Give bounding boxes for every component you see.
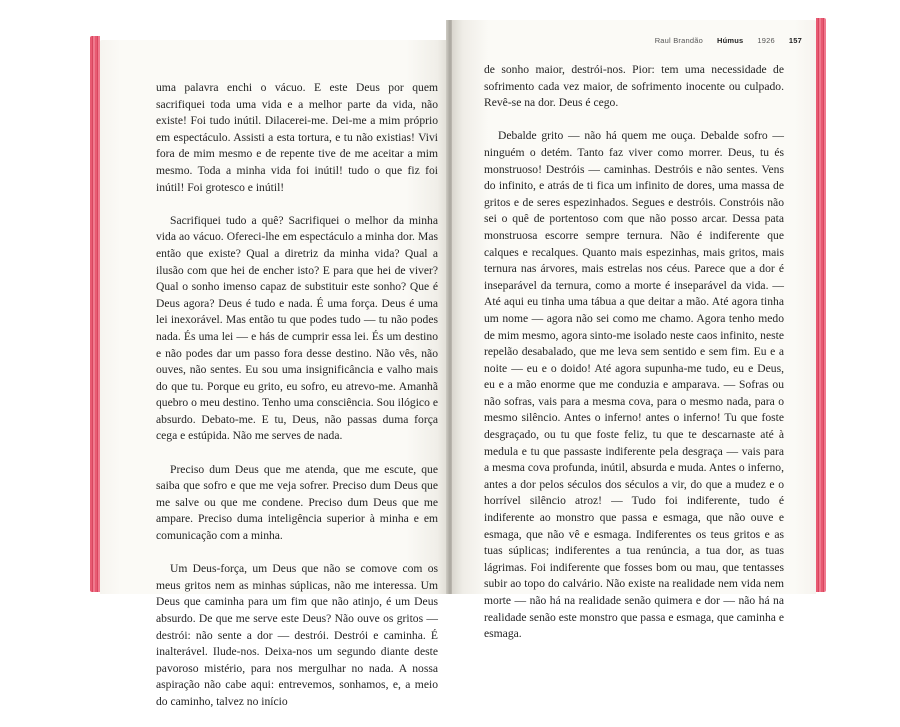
header-year: 1926 <box>757 36 775 45</box>
running-header <box>655 36 802 45</box>
header-author: Raul Brandão <box>654 36 703 45</box>
paragraph: Debalde grito — não há quem me ouça. Debalde sofro — ninguém o detém. Tanto faz viver como morrer. Deus, tu és monstruoso! Destróis — caminhas. Destróis e não sentes. Vens do infinito, e atrás de ti fica um infinito de dores, uma massa de gritos e de seres espezinhados. Segues e destróis. Constróis não sei o quê de portentoso com que não posso arcar. Dessa pata monstruosa escorre sempre ternura. Não é indiferente que calques e recalques. Quanto mais espezinhas, mais gritos, mais ternura nas árvores, mais estrelas nos céus. Parece que a dor é inseparável da ternura, como a morte é inseparável da vida. — Até aqui eu tinha uma tábua a que deitar a mão. Até agora tinha um nome — agora não sei como me chamo. Agora tenho medo de mim mesmo, agora sinto-me isolado neste caos infinito, neste repelão desabalado, que me leva sem sentido e sem fim. Eu e a noite — eu e o doido! Até agora supunha-me tudo, eu e Deus, eu e a mão enorme que me conduzia e amparava. — Sofras ou não sofras, vais para a mesma cova, para o mesmo nada, para o mesmo silêncio. Antes o inferno! antes o inferno! Tu que foste desgraçado, ou tu que foste feliz, tu que te descarnaste até à medula e tu que passaste indiferente pela desgraça — vais para a mesma cova profunda, inútil, absurda e muda. Antes o inferno, antes a dor pelos séculos dos séculos a vir, do que a mudez e o horrível silêncio atroz! — Tudo foi indiferente, tudo é indiferente ao monstro que passa e esmaga, que não ouve e esmaga, que não vê e esmaga. Indiferentes os teus gritos e as tuas súplicas; indiferentes a tua renúncia, a tua dor, as tuas lágrimas. Foi indiferente que fosses bom ou mau, que tentasses subir ao topo do calvário. Não existe na realidade nem vida nem morte — não há na realidade senão quimera e dor — não há na realidade senão este monstro que passa e esmaga, que caminha e esmaga. <box>484 129 784 641</box>
paragraph: de sonho maior, destrói-nos. Pior: tem uma necessidade de sofrimento cada vez maior, de sofrimento inocente ou culpado. Revê-se na dor. Deus é cego. <box>484 63 784 110</box>
left-page-text <box>156 80 438 727</box>
page-number: 157 <box>788 36 802 45</box>
left-page <box>100 40 448 708</box>
right-page-text <box>484 62 784 659</box>
right-page <box>452 20 816 641</box>
paragraph: Um Deus-força, um Deus que não se comove com os meus gritos nem as minhas súplicas, não me interessa. Um Deus que caminha para um fim que não atinjo, é um Deus absurdo. De que me serve este Deus? Não ouve os gritos — destrói: não sente a dor — destrói. Destrói e caminha. É inalterável. Ilude-nos. Deixa-nos um segundo diante deste pavoroso mistério, para nos mergulhar no nada. A nossa aspiração não cabe aqui: entrevemos, sonhamos, e, a meio do caminho, talvez no início <box>156 562 438 708</box>
left-page-edge <box>90 36 100 592</box>
paragraph: Sacrifiquei tudo a quê? Sacrifiquei o melhor da minha vida ao vácuo. Ofereci-lhe em espectáculo a minha dor. Mas então que existe? Qual a diretriz da minha vida? Qual a ilusão com que hei de encher isto? E para que hei de viver? Qual o sonho imenso capaz de substituir este sonho? Que é Deus agora? Deus é tudo e nada. É uma força. Deus é uma lei inexorável. Mas então tu que podes tudo — tu não podes nada. És uma lei — e hás de cumprir essa lei. És um destino e não podes dar um passo fora desse destino. Não vês, não ouves, não sentes. Eu sou uma insignificância e valho mais do que tu. Porque eu grito, eu sofro, eu atrevo-me. Amanhã quebro o meu destino. Tenho uma consciência. Sou ilógico e absurdo. Debato-me. E tu, Deus, não passas duma força cega e estúpida. Não me serves de nada. <box>156 213 438 443</box>
open-book <box>90 16 826 708</box>
paragraph: uma palavra enchi o vácuo. E este Deus por quem sacrifiquei toda uma vida e a melhor parte da vida, não existe! Foi tudo inútil. Dilacerei-me. Dei-me a mim próprio em espectáculo. Assisti a esta tortura, e tu não existias! Vivi fora de mim mesmo e de repente tive de me aceitar a mim mesmo. Toda a minha vida foi inútil! tudo o que fiz foi inútil! Foi grotesco e inútil! <box>156 81 438 194</box>
header-title: Húmus <box>716 36 744 45</box>
paragraph: Preciso dum Deus que me atenda, que me escute, que saiba que sofro e que me veja sofrer. Preciso dum Deus que me salve ou que me condene. Preciso dum Deus que me ampare. Preciso duma inteligência superior à minha e em comunicação com a minha. <box>156 462 438 543</box>
right-page-edge <box>816 18 826 592</box>
